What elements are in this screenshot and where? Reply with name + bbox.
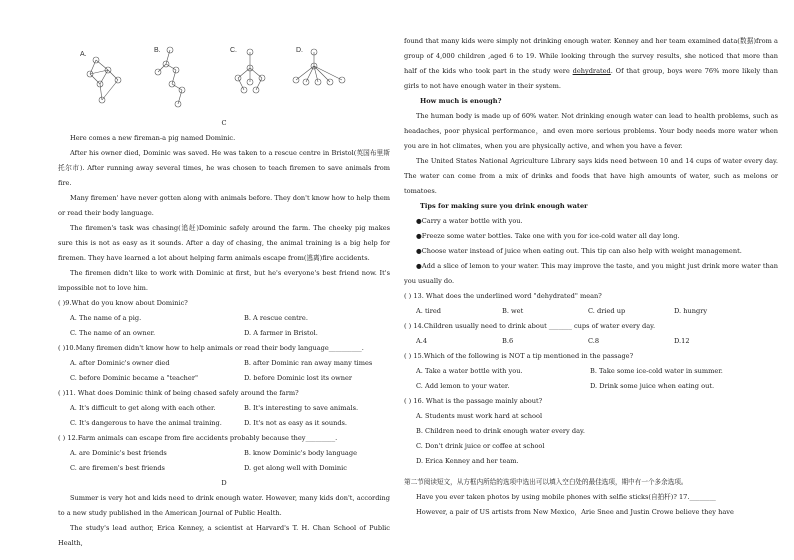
option-a[interactable]: A. Students must work hard at school [416,412,543,420]
tip-item: ●Freeze some water bottles. Take one with you for ice-cold water all day long. [416,232,680,240]
passage-c-paragraph: The firemen's task was chasing(追赶)Dominic safely around the farm. The cheeky pig makes sure this is not as easy as it sounds. After a day of chasing, the animal training is a big help for firemen. They have learned a lot about helping farm animals escape from(逃离)fire accidents. [58,224,390,262]
section-c-label: C [221,119,227,127]
tip-item: ●Carry a water bottle with you. [416,217,523,225]
continued-text-before: found that many kids were simply not drinking enough water. Kenney and her team examined data(数据)from a group of 4,000 children ,aged 6 to 19. While looking through the survey results, she noticed that more than half of the kids who took part in the study were [404,37,778,75]
question-15 [404,349,778,394]
option-c[interactable]: C. Add lemon to your water. [416,382,510,390]
option-b[interactable]: B.6 [502,337,514,345]
option-c[interactable]: C.8 [588,337,600,345]
option-c[interactable]: C. The name of an owner. [70,329,156,337]
passage-c-paragraph: After his owner died, Dominic was saved. He was taken to a rescue centre in Bristol(英国布里斯托尔市). After running away several times, he was chosen to teach firemen to save animals from fire. [58,149,390,187]
option-a[interactable]: A. tired [416,307,441,315]
question-stem: ( )11. What does Dominic think of being chased safely around the farm? [58,389,299,397]
passage-d-paragraph: Summer is very hot and kids need to drink enough water. However, many kids don't, according to a new study published in the American Journal of Public Health. [58,494,390,517]
option-c[interactable]: C. are firemen's best friends [70,464,165,472]
option-c[interactable]: C. Don't drink juice or coffee at school [416,442,545,450]
option-d[interactable]: D. A farmer in Bristol. [244,329,318,337]
passage-c-paragraph: The firemen didn't like to work with Dominic at first, but he's everyone's best friend now. It's impossible not to love him. [58,269,390,292]
section-d-label: D [221,479,227,487]
option-c[interactable]: C. before Dominic became a "teacher" [70,374,199,382]
option-b[interactable]: B. It's interesting to save animals. [244,404,359,412]
option-b[interactable]: B. after Dominic ran away many times [244,359,373,367]
option-c[interactable]: C. It's dangerous to have the animal training. [70,419,222,427]
tip-item: ●Choose water instead of juice when eating out. This tip can also help with weight management. [416,247,742,255]
option-b[interactable]: B. Children need to drink enough water every day. [416,427,585,435]
tree-diagrams [78,40,348,116]
option-a[interactable]: A. Take a water bottle with you. [416,367,523,375]
continued-text-after: . Of that group, boys were 76% more likely than girls to not have enough water in their system. [404,67,778,90]
option-b[interactable]: B. know Dominic's body language [244,449,357,457]
option-b[interactable]: B. wet [502,307,524,315]
tip-item: ●Add a slice of lemon to your water. This may improve the taste, and you might just drink more water than you usually do. [404,262,778,285]
option-b[interactable]: B. A rescue centre. [244,314,308,322]
diagram-a [87,57,121,103]
option-d[interactable]: D. before Dominic lost its owner [244,374,353,382]
passage-d-continued [404,34,778,94]
diagram-label-a: A. [80,51,87,58]
diagram-figure [78,40,348,116]
question-16 [404,394,778,469]
option-d[interactable]: D.12 [674,337,690,345]
option-c[interactable]: C. dried up [588,307,626,315]
final-paragraph: Have you ever taken photos by using mobile phones with selfie sticks(自拍杆)? 17.________ [416,493,716,501]
diagram-d [293,49,345,85]
diagram-label-d: D. [296,47,303,54]
passage-c-paragraph: Here comes a new fireman-a pig named Dominic. [70,134,236,142]
question-9 [58,296,390,341]
question-stem: ( ) 15.Which of the following is NOT a tip mentioned in the passage? [404,352,634,360]
underlined-word-dehydrated: dehydrated [572,67,611,75]
option-d[interactable]: D. Erica Kenney and her team. [416,457,519,465]
section-2-title: 第二节阅读短文，从方框内所给的选项中选出可以填入空白处的最佳选项，期中有一个多余选项。 [404,478,688,486]
question-12 [58,431,390,476]
question-stem: ( ) 12.Farm animals can escape from fire accidents probably because they_________. [58,434,338,442]
right-column [404,34,778,520]
option-d[interactable]: D. Drink some juice when eating out. [590,382,715,390]
question-stem: ( ) 14.Children usually need to drink about _______ cups of water every day. [404,322,656,330]
question-stem: ( )10.Many firemen didn't know how to help animals or read their body language__________. [58,344,364,352]
diagram-c [235,49,265,93]
question-11 [58,386,390,431]
left-column [58,116,390,551]
option-a[interactable]: A. The name of a pig. [70,314,142,322]
question-13 [404,289,778,319]
heading-how-much: How much is enough? [420,97,502,105]
diagram-b [155,47,185,107]
heading-tips: Tips for making sure you drink enough water [420,202,588,210]
option-d[interactable]: D. get along well with Dominic [244,464,347,472]
question-14 [404,319,778,349]
option-d[interactable]: D. It's not as easy as it sounds. [244,419,348,427]
option-a[interactable]: A.4 [416,337,428,345]
question-stem: ( )9.What do you know about Dominic? [58,299,188,307]
passage-d-paragraph: The study's lead author, Erica Kenney, a scientist at Harvard's T. H. Chan School of Public Health, [58,524,390,547]
option-d[interactable]: D. hungry [674,307,708,315]
diagram-label-b: B. [154,47,161,54]
how-much-paragraph: The human body is made up of 60% water. Not drinking enough water can lead to health problems, such as headaches, poor physical performance，and even more serious problems. Your body needs more water when you are in hot climates, when you are physically active, and when you have a fever. [404,112,778,150]
option-b[interactable]: B. Take some ice-cold water in summer. [590,367,723,375]
option-a[interactable]: A. after Dominic's owner died [70,359,170,367]
diagram-label-c: C. [230,47,237,54]
question-stem: ( ) 16. What is the passage mainly about? [404,397,543,405]
final-paragraph: However, a pair of US artists from New Mexico，Arie Snee and Justin Crowe believe they have [416,508,734,516]
passage-c-paragraph: Many firemen' have never gotten along with animals before. They don't know how to help them or read their body language. [58,194,390,217]
question-10 [58,341,390,386]
option-a[interactable]: A. are Dominic's best friends [70,449,167,457]
how-much-paragraph: The United States National Agriculture Library says kids need between 10 and 14 cups of water every day. The water can come from a mix of drinks and foods that have high amounts of water, such as melons or tomatoes. [404,157,778,195]
option-a[interactable]: A. It's difficult to get along with each other. [70,404,216,412]
question-stem: ( ) 13. What does the underlined word "dehydrated" mean? [404,292,602,300]
